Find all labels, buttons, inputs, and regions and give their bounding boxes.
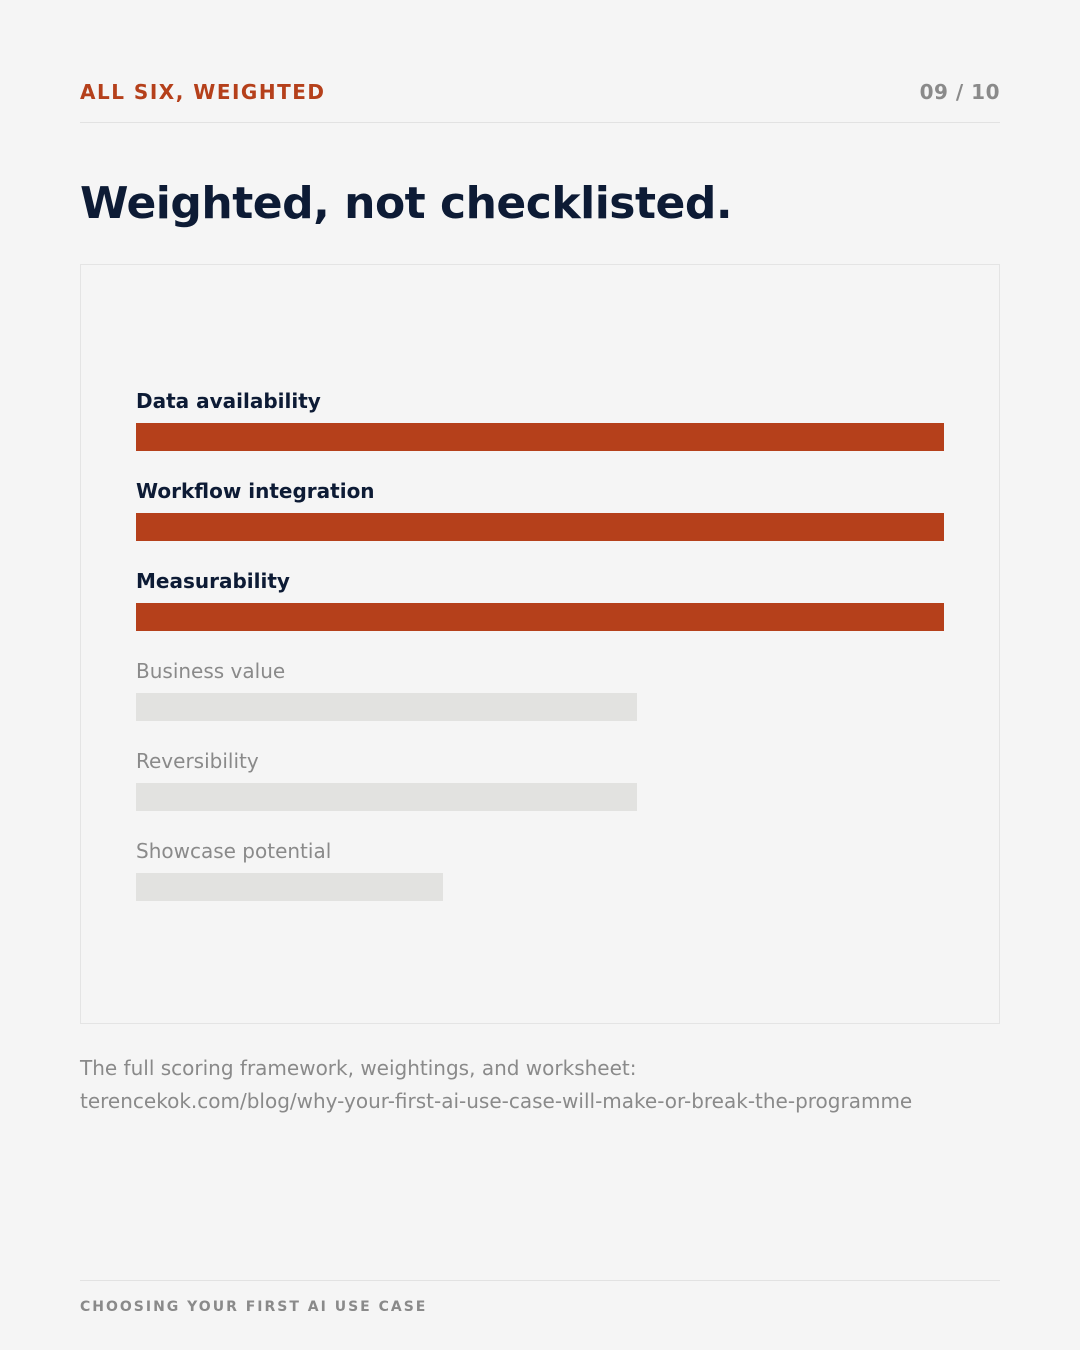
bar-label-measurability: Measurability	[136, 569, 290, 593]
source-note-text: The full scoring framework, weightings, and worksheet:	[80, 1056, 637, 1080]
page-counter: 09 / 10	[919, 80, 1000, 104]
bar-showcase-potential	[136, 873, 443, 901]
header	[80, 80, 1000, 123]
bar-label-showcase-potential: Showcase potential	[136, 839, 332, 863]
bar-label-reversibility: Reversibility	[136, 749, 259, 773]
bar-data-availability	[136, 423, 944, 451]
bar-workflow-integration	[136, 513, 944, 541]
bar-business-value	[136, 693, 637, 721]
bar-label-data-availability: Data availability	[136, 389, 321, 413]
bar-label-business-value: Business value	[136, 659, 286, 683]
bar-reversibility	[136, 783, 637, 811]
series-title: CHOOSING YOUR FIRST AI USE CASE	[80, 1299, 428, 1315]
source-link[interactable]: terencekok.com/blog/why-your-first-ai-use-case-will-make-or-break-the-programme	[80, 1089, 913, 1113]
page-title: Weighted, not checklisted.	[80, 178, 733, 229]
source-note	[80, 1052, 1020, 1118]
bar-label-workflow-integration: Workflow integration	[136, 479, 375, 503]
weighted-bar-chart	[80, 264, 1000, 1024]
footer	[80, 1280, 1000, 1315]
section-eyebrow: ALL SIX, WEIGHTED	[80, 80, 326, 104]
bar-measurability	[136, 603, 944, 631]
